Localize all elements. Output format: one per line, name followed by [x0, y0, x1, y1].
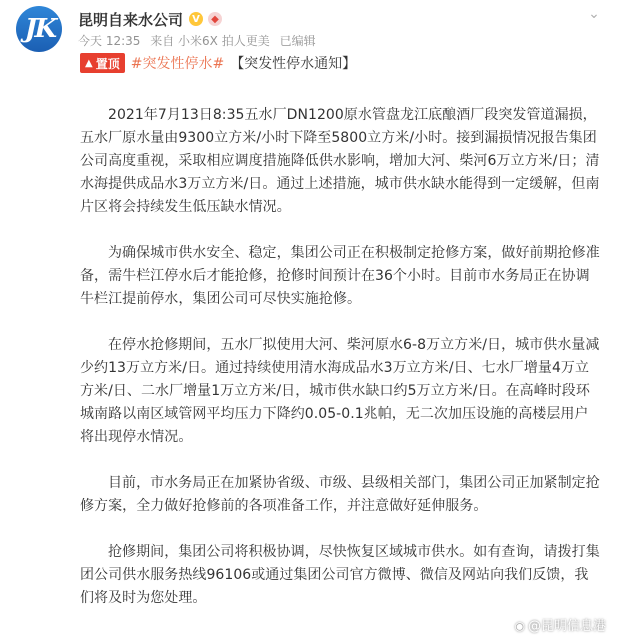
pin-icon: ▲: [85, 57, 93, 69]
watermark: [515, 615, 607, 634]
watermark-text: @昆明信息港: [527, 619, 606, 634]
paragraph-4: 目前，市水务局正在加紧协省级、市级、县级相关部门，集团公司正加紧制定抢修方案，全力做好抢修前的各项准备工作，并注意做好延伸服务。: [80, 475, 600, 514]
post-tagline: [80, 53, 356, 73]
pinned-label: 置顶: [95, 56, 120, 71]
edited-label: 已编辑: [279, 34, 316, 48]
post-header: [14, 6, 606, 50]
paragraph-1: 2021年7月13日8:35五水厂DN1200原水管盘龙江底酿酒厂段突发管道漏损，五水厂原水量由9300立方米/小时下降至5800立方米/小时。接到漏损情况报告集团公司高度重视，采取相应调度措施降低供水影响，增加大河、柴河6万立方米/日；清水海提供成品水3万立方米/日。通过上述措施，城市供水缺水能得到一定缓解，但南片区将会持续发生低压缺水情况。: [80, 107, 600, 215]
author-name[interactable]: 昆明自来水公司: [78, 10, 184, 29]
pinned-badge: [80, 53, 125, 73]
paragraph-5: 抢修期间，集团公司将积极协调，尽快恢复区域城市供水。如有查询，请拨打集团公司供水服务热线96106或通过集团公司官方微博、微信及网站向我们反馈，我们将及时为您处理。: [80, 544, 600, 606]
weibo-logo-icon: ◉: [514, 619, 525, 633]
post-time[interactable]: 今天 12:35: [78, 34, 141, 48]
paragraph-3: 在停水抢修期间，五水厂拟使用大河、柴河原水6-8万立方米/日，城市供水量减少约13万立方米/日。通过持续使用清水海成品水3万立方米/日、七水厂增量4万立方米/日、二水厂增量1万立方米/日，城市供水缺口约5万立方米/日。在高峰时段环城南路以南区域管网平均压力下降约0.05-0.1兆帕，无二次加压设施的高楼层用户将出现停水情况。: [80, 337, 600, 445]
post-meta: [78, 32, 322, 49]
user-badge-icon[interactable]: ◆: [208, 12, 222, 26]
post-source[interactable]: 来自 小米6X 拍人更美: [150, 34, 270, 48]
paragraph-2: 为确保城市供水安全、稳定，集团公司正在积极制定抢修方案，做好前期抢修准备，需牛栏江停水后才能抢修，抢修时间预计在36个小时。目前市水务局正在协调牛栏江提前停水，集团公司可尽快实施抢修。: [80, 245, 600, 307]
avatar[interactable]: [16, 6, 62, 52]
logo-mark-icon: JK: [21, 14, 57, 44]
verified-v-icon[interactable]: V: [189, 12, 203, 26]
author-row: [78, 8, 222, 30]
chevron-down-icon[interactable]: ⌄: [588, 6, 600, 22]
post-title: 【突发性停水通知】: [230, 56, 357, 72]
hashtag-link[interactable]: #突发性停水#: [130, 56, 225, 72]
post-body: [80, 104, 600, 633]
